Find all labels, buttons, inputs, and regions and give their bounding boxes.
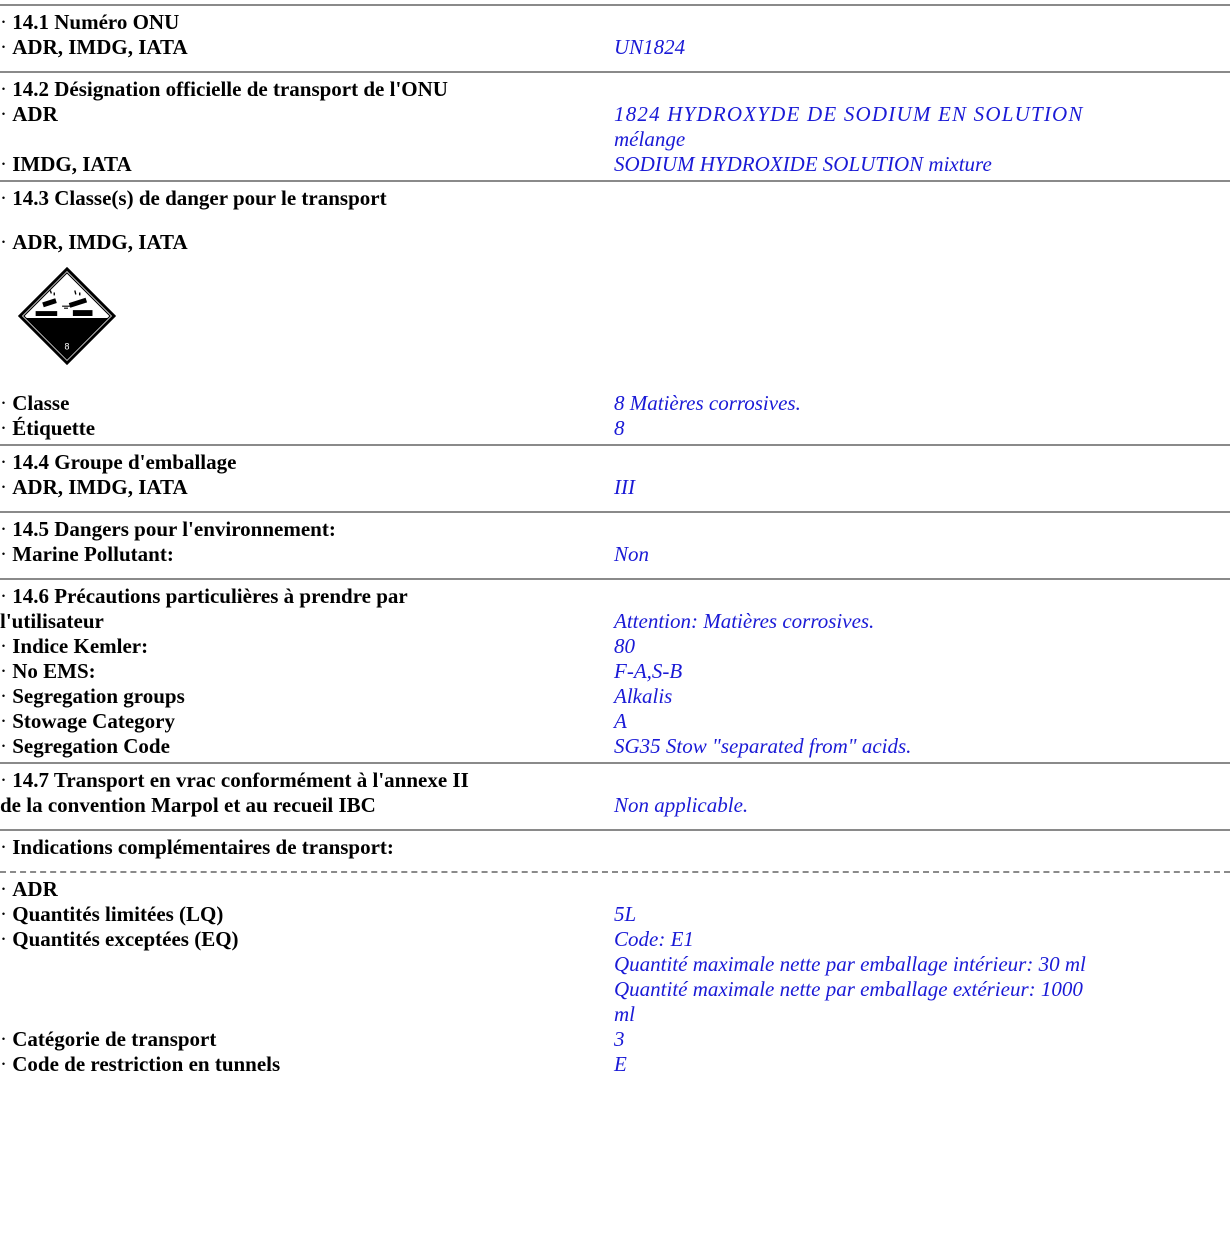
section-14-3: · 14.3 Classe(s) de danger pour le transport · ADR, IMDG, IATA 8 · Classe 8 Matières corrosives. · Étiquette 8 (0, 180, 1230, 444)
field-row: · Catégorie de transport 3 (0, 1027, 1230, 1052)
field-value: SODIUM HYDROXIDE SOLUTION mixture (614, 152, 992, 176)
section-heading: 14.6 Précautions particulières à prendre par (12, 584, 408, 608)
field-label: Étiquette (12, 416, 96, 440)
field-value: SG35 Stow "separated from" acids. (614, 734, 912, 758)
field-label: Segregation Code (12, 734, 170, 758)
field-label: Indice Kemler: (12, 634, 149, 658)
section-heading: Indications complémentaires de transport: (12, 835, 394, 859)
field-value: F-A,S-B (614, 659, 683, 683)
field-row: · Quantités exceptées (EQ) Code: E1 Quantité maximale nette par emballage intérieur: 30 ml Quantité maximale nette par emballage extérieur: 1000 ml (0, 927, 1230, 1027)
field-value: 8 Matières corrosives. (614, 391, 801, 415)
section-heading: 14.1 Numéro ONU (12, 10, 180, 34)
field-row: · Indice Kemler: 80 (0, 634, 1230, 659)
field-value-continued: Quantité maximale nette par emballage extérieur: 1000 (614, 977, 1083, 1001)
field-label: IMDG, IATA (12, 152, 132, 176)
field-value: III (614, 475, 635, 499)
field-value: 1824 HYDROXYDE DE SODIUM EN SOLUTION (614, 102, 1084, 126)
field-row: · ADR, IMDG, IATA III (0, 475, 1230, 500)
field-row: · No EMS: F-A,S-B (0, 659, 1230, 684)
field-row: · Quantités limitées (LQ) 5L (0, 902, 1230, 927)
field-value: E (614, 1052, 627, 1076)
section-heading-continued: de la convention Marpol et au recueil IBC (0, 793, 376, 817)
field-label: Segregation groups (12, 684, 185, 708)
field-value: 3 (614, 1027, 625, 1051)
section-14-6: · 14.6 Précautions particulières à prendre par l'utilisateur Attention: Matières corrosives. · Indice Kemler: 80 · No EMS: F-A,S-B · Segregation groups Alkalis · Stowage Category A · Segregation Code SG35 Stow "separated from" acids. (0, 578, 1230, 762)
section-heading-continued: l'utilisateur (0, 609, 104, 633)
field-label: Quantités exceptées (EQ) (12, 927, 239, 951)
field-label: ADR, IMDG, IATA (12, 475, 188, 499)
field-value: A (614, 709, 627, 733)
section-adr-details: · ADR · Quantités limitées (LQ) 5L · Quantités exceptées (EQ) Code: E1 Quantité maximale nette par emballage intérieur: 30 ml Quantité maximale nette par emballage extérieur: 1000 ml · Catégorie de transport 3 · Code de restriction en tunnels E (0, 871, 1230, 1077)
field-label: Classe (12, 391, 70, 415)
section-14-7: · 14.7 Transport en vrac conformément à l'annexe II de la convention Marpol et au recueil IBC Non applicable. (0, 762, 1230, 829)
pictogram-class-number: 8 (64, 341, 70, 352)
field-label: Code de restriction en tunnels (12, 1052, 281, 1076)
corrosive-hazard-icon (18, 267, 116, 365)
field-value-continued: mélange (614, 127, 686, 151)
field-value: 80 (614, 634, 635, 658)
field-value: Non (614, 542, 650, 566)
field-value: Alkalis (614, 684, 673, 708)
field-label: Catégorie de transport (12, 1027, 217, 1051)
field-row: · Marine Pollutant: Non (0, 542, 1230, 567)
field-value: 8 (614, 416, 625, 440)
field-row: · ADR, IMDG, IATA UN1824 (0, 35, 1230, 60)
field-label: ADR, IMDG, IATA (12, 35, 188, 59)
field-value-continued: ml (614, 1002, 635, 1026)
field-row: · Code de restriction en tunnels E (0, 1052, 1230, 1077)
field-row: · Segregation Code SG35 Stow "separated from" acids. (0, 734, 1230, 759)
section-heading: 14.7 Transport en vrac conformément à l'annexe II (12, 768, 469, 792)
field-label: Stowage Category (12, 709, 175, 733)
field-row (0, 793, 1230, 818)
field-label: No EMS: (12, 659, 96, 683)
field-value: Attention: Matières corrosives. (614, 609, 875, 633)
field-row: · Classe 8 Matières corrosives. (0, 391, 1230, 416)
corrosive-pictogram (0, 255, 1230, 391)
section-14-5: · 14.5 Dangers pour l'environnement: · Marine Pollutant: Non (0, 511, 1230, 578)
section-heading: 14.3 Classe(s) de danger pour le transport (12, 186, 387, 210)
section-14-4: · 14.4 Groupe d'emballage · ADR, IMDG, IATA III (0, 444, 1230, 511)
field-row: · IMDG, IATA SODIUM HYDROXIDE SOLUTION mixture (0, 152, 1230, 177)
field-row: · Segregation groups Alkalis (0, 684, 1230, 709)
subsection-label: ADR, IMDG, IATA (12, 230, 188, 254)
section-heading: 14.2 Désignation officielle de transport de l'ONU (12, 77, 448, 101)
field-row: · Stowage Category A (0, 709, 1230, 734)
section-heading: 14.4 Groupe d'emballage (12, 450, 237, 474)
field-value: Non applicable. (614, 793, 749, 817)
field-value: UN1824 (614, 35, 686, 59)
field-label: Quantités limitées (LQ) (12, 902, 224, 926)
section-14-1: · 14.1 Numéro ONU · ADR, IMDG, IATA UN1824 (0, 4, 1230, 71)
field-value: 5L (614, 902, 637, 926)
section-heading: 14.5 Dangers pour l'environnement: (12, 517, 336, 541)
field-row: · Étiquette 8 (0, 416, 1230, 441)
field-row (0, 609, 1230, 634)
section-additional-transport: · Indications complémentaires de transport: (0, 829, 1230, 871)
field-value: Code: E1 (614, 927, 694, 951)
field-row: · ADR 1824 HYDROXYDE DE SODIUM EN SOLUTION mélange (0, 102, 1230, 152)
subsection-label: ADR (12, 877, 58, 901)
field-value-continued: Quantité maximale nette par emballage intérieur: 30 ml (614, 952, 1086, 976)
field-label: ADR (12, 102, 58, 126)
section-14-2: · 14.2 Désignation officielle de transport de l'ONU · ADR 1824 HYDROXYDE DE SODIUM EN SOLUTION mélange · IMDG, IATA SODIUM HYDROXIDE SOLUTION mixture (0, 71, 1230, 180)
precautions-list (0, 634, 1230, 759)
transport-information-section (0, 4, 1230, 1077)
field-label: Marine Pollutant: (12, 542, 174, 566)
